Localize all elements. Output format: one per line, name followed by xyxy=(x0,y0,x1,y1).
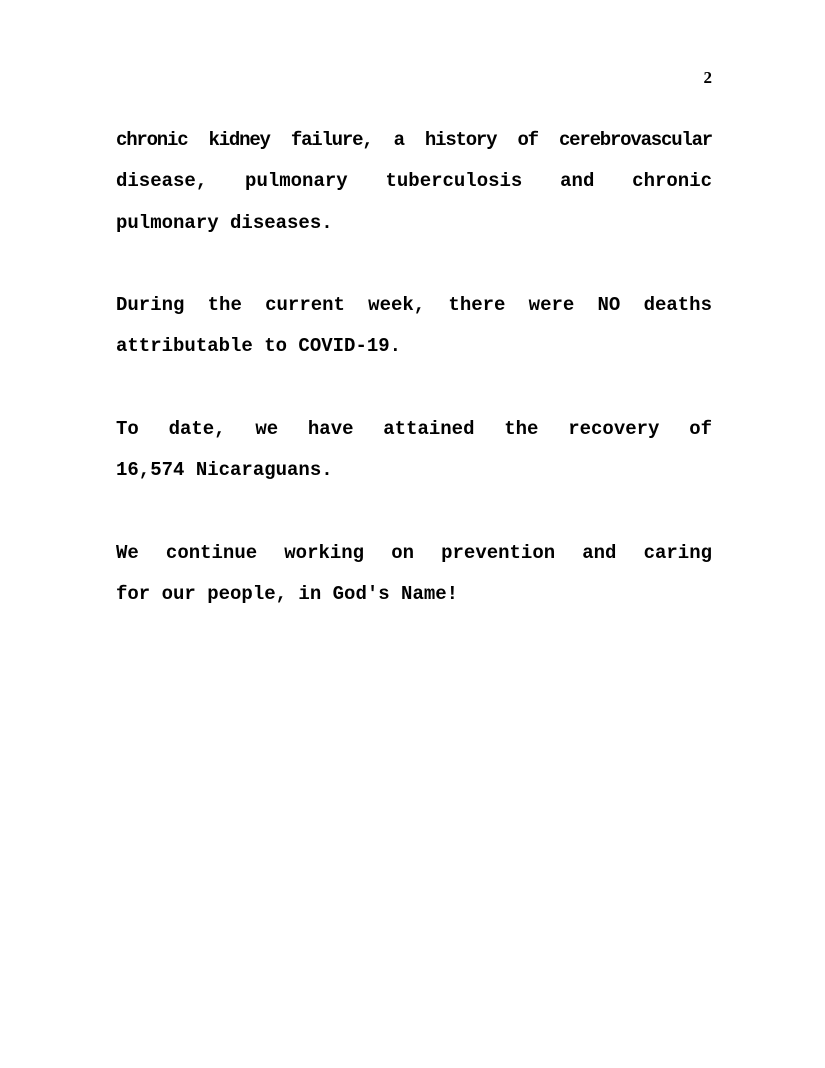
paragraph-line: To date, we have attained the recovery of xyxy=(116,418,712,441)
paragraph-line: During the current week, there were NO deaths xyxy=(116,294,712,317)
paragraph-line: for our people, in God's Name! xyxy=(116,583,459,606)
paragraph-deaths xyxy=(116,285,712,368)
paragraph-line: disease, pulmonary tuberculosis and chronic xyxy=(116,170,712,193)
paragraph-line: chronic kidney failure, a history of cerebrovascular xyxy=(116,129,712,151)
document-body xyxy=(116,120,712,657)
paragraph-comorbidities xyxy=(116,120,712,244)
page-number: 2 xyxy=(703,68,712,87)
paragraph-line: attributable to COVID-19. xyxy=(116,335,402,358)
paragraph-line: pulmonary diseases. xyxy=(116,211,333,234)
paragraph-closing xyxy=(116,533,712,616)
paragraph-recoveries xyxy=(116,409,712,492)
paragraph-line: We continue working on prevention and caring xyxy=(116,541,712,564)
paragraph-line: 16,574 Nicaraguans. xyxy=(116,459,333,482)
